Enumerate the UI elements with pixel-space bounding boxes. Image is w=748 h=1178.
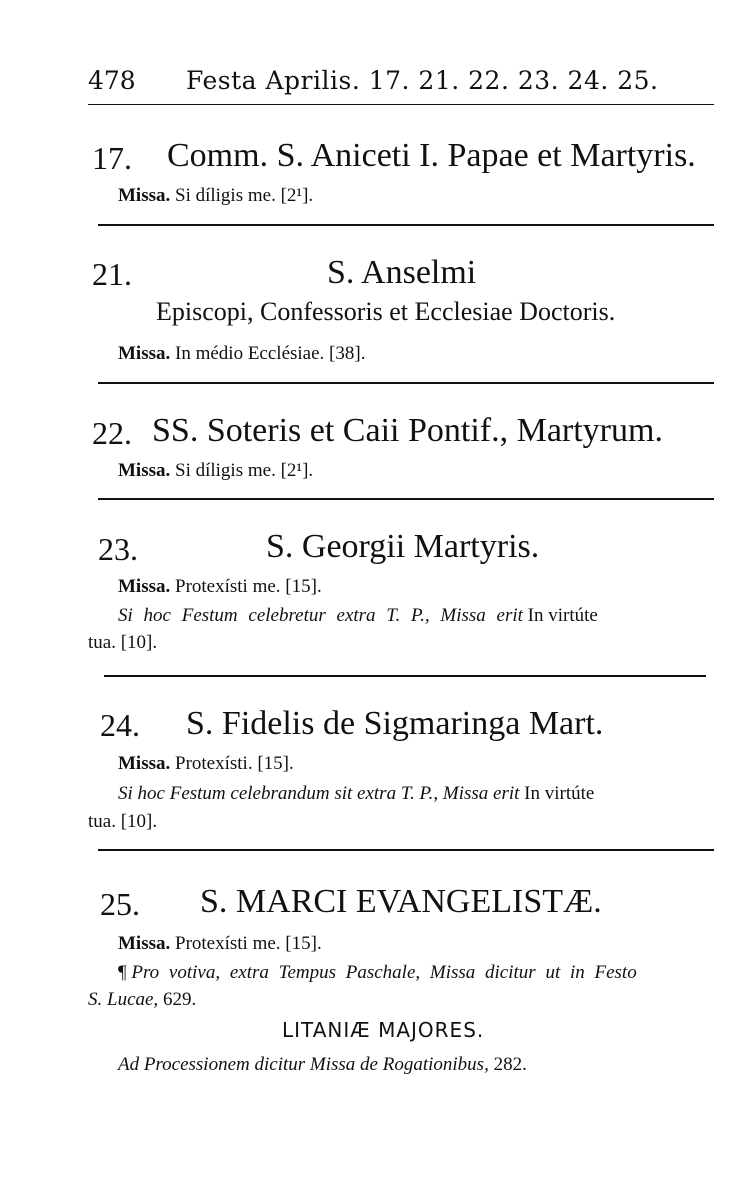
missa-label: Missa. (118, 933, 171, 954)
entry-day-23: 23. (98, 531, 138, 567)
entry-title-17: Comm. S. Aniceti I. Papae et Martyris. (167, 137, 696, 174)
missa-text: Protexísti me. [15]. (175, 933, 322, 954)
entry-title-21: S. Anselmi (327, 254, 477, 291)
missa-line-25 (118, 933, 322, 955)
rubric-italic: Si hoc Festum celebretur extra T. P., Missa erit (118, 605, 523, 626)
missa-label: Missa. (118, 576, 171, 597)
missa-text: Protexísti. [15]. (175, 753, 294, 774)
missa-line-22 (118, 460, 313, 482)
missa-label: Missa. (118, 753, 171, 774)
rubric-italic: S. Lucae, (88, 989, 159, 1010)
entry-day-24: 24. (100, 707, 140, 743)
missa-label: Missa. (118, 343, 171, 364)
running-title: Festa Aprilis. 17. 21. 22. 23. 24. 25. (186, 66, 659, 95)
section-rule (98, 224, 714, 226)
missa-line-21 (118, 343, 365, 365)
litany-heading: LITANIÆ MAJORES. (282, 1018, 485, 1042)
rubric-note-25-cont (88, 989, 196, 1011)
entry-day-17: 17. (92, 140, 132, 176)
entry-title-22: SS. Soteris et Caii Pontif., Martyrum. (152, 412, 663, 449)
rubric-note-24-cont: tua. [10]. (88, 811, 158, 832)
rubric-italic: Si hoc Festum celebrandum sit extra T. P., Missa erit (118, 783, 520, 804)
pilcrow-mark: ¶ (118, 962, 127, 983)
rubric-note-25 (118, 962, 637, 984)
rubric-italic: Pro votiva, extra Tempus Paschale, Missa dicitur ut in Festo (131, 962, 637, 983)
entry-day-25: 25. (100, 886, 140, 922)
rubric-roman: In virtúte (527, 605, 598, 626)
missa-label: Missa. (118, 460, 171, 481)
section-rule (98, 382, 714, 384)
litany-italic: Ad Processionem dicitur Missa de Rogationibus, (118, 1054, 489, 1075)
missa-text: Si díligis me. [2¹]. (175, 460, 314, 481)
page-number: 478 (88, 66, 136, 95)
missa-line-17 (118, 185, 313, 207)
missa-line-23 (118, 576, 322, 598)
entry-title-23: S. Georgii Martyris. (266, 528, 540, 565)
section-rule (98, 849, 714, 851)
missa-line-24 (118, 753, 294, 775)
missa-label: Missa. (118, 185, 171, 206)
entry-day-21: 21. (92, 256, 132, 292)
rubric-note-23 (118, 605, 718, 627)
page-reference: 629. (162, 989, 197, 1010)
rubric-note-23-cont: tua. [10]. (88, 632, 158, 653)
entry-subtitle-21: Episcopi, Confessoris et Ecclesiae Doctoris. (156, 297, 616, 326)
rubric-note-24 (118, 783, 594, 805)
section-rule (104, 675, 706, 677)
section-rule (98, 498, 714, 500)
litany-note (118, 1054, 527, 1076)
rubric-roman: In virtúte (524, 783, 595, 804)
missa-text: Si díligis me. [2¹]. (175, 185, 314, 206)
header-rule (88, 104, 714, 105)
entry-day-22: 22. (92, 415, 132, 451)
missa-text: Protexísti me. [15]. (175, 576, 322, 597)
entry-title-24: S. Fidelis de Sigmaringa Mart. (186, 705, 604, 742)
entry-title-25: S. MARCI EVANGELISTÆ. (200, 883, 602, 920)
missa-text: In médio Ecclésiae. [38]. (175, 343, 366, 364)
page-reference: 282. (493, 1054, 527, 1075)
